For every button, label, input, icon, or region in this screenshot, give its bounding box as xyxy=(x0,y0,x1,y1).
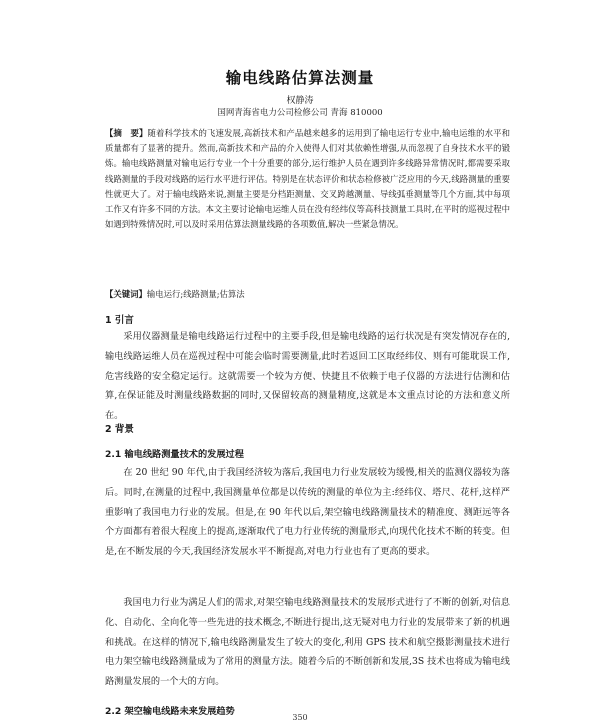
section-heading-introduction: 1 引言 xyxy=(105,315,134,326)
section-heading-background: 2 背景 xyxy=(105,424,134,435)
background-paragraph-2: 我国电力行业为满足人们的需求,对架空输电线路测量技术的发展形式进行了不断的创新,对信息化、自动化、全向化等一些先进的技术概念,不断进行提出,这无疑对电力行业的发展带来了新的机遇和挑战。在这样的情况下,输电线路测量发生了较大的变化,利用 GPS 技术和航空摄影测量技术进行电力架空输电线路测量成为了常用的测量方法。随着今后的不断创新和发展,3S 技术也将成为输电线路测量发展的一个大的方向。 xyxy=(105,597,510,688)
paper-title: 输电线路估算法测量 xyxy=(225,69,375,87)
introduction-paragraph: 采用仪器测量是输电线路运行过程中的主要手段,但是输电线路的运行状况是有突发情况存在的,输电线路运维人员在巡视过程中可能会临时需要测量,此时若返回工区取经纬仪、则有可能耽误工作,危害线路的安全稳定运行。这就需要一个较为方便、快捷且不依赖于电子仪器的方法进行估测和估算,在保证能及时测量线路数据的同时,又保留较高的测量精度,这就是本文重点讨论的方法和意义所在。 xyxy=(105,331,510,422)
author-name: 权静涛 xyxy=(286,96,314,106)
abstract xyxy=(105,126,510,232)
abstract-text: 随着科学技术的飞速发展,高新技术和产品越来越多的运用到了输电运行专业中,输电运维的水平和质量都有了显著的提升。然而,高新技术和产品的介入使得人们对其依赖性增强,从而忽视了自身技术水平的锻炼。输电线路测量对输电运行专业一个十分重要的部分,运行维护人员在遇到许多线路异常情况时,都需要采取线路测量的手段对线路的运行水平进行评估。特别是在状态评价和状态检修被广泛应用的今天,线路测量的重要性就更大了。对于输电线路来说,测量主要是分档距测量、交叉跨越测量、导线弧垂测量等几个方面,其中每项工作又有许多不同的方法。本文主要讨论输电运维人员在没有经纬仪等高科技测量工具时,在平时的巡视过程中如遇到特殊情况时,可以及时采用估算法测量线路的各项数值,解决一些紧急情况。 xyxy=(105,128,511,230)
keywords-label: 【关键词】 xyxy=(105,289,147,299)
background-paragraph-1: 在 20 世纪 90 年代,由于我国经济较为落后,我国电力行业发展较为缓慢,相关的监测仪器较为落后。同时,在测量的过程中,我国测量单位都是以传统的测量的单位为主:经纬仪、塔尺、花杆,这样严重影响了我国电力行业的发展。但是,在 90 年代以后,架空输电线路测量技术的精准度、测距远等各个方面都有着很大程度上的提高,逐渐取代了电力行业传统的测量形式,向现代化技术不断的转变。但是,在不断发展的今天,我国经济发展水平不断提高,对电力行业也有了更高的要求。 xyxy=(105,467,510,558)
author-affiliation: 国网青海省电力公司检修公司 青海 810000 xyxy=(217,108,383,118)
subsection-heading-2-2: 2.2 架空输电线路未来发展趋势 xyxy=(105,706,235,717)
abstract-label: 【摘 要】 xyxy=(105,128,148,138)
keywords xyxy=(105,288,510,300)
subsection-heading-2-1: 2.1 输电线路测量技术的发展过程 xyxy=(105,449,244,460)
page-number: 350 xyxy=(292,713,308,722)
keywords-text: 输电运行;线路测量;估算法 xyxy=(146,289,245,299)
